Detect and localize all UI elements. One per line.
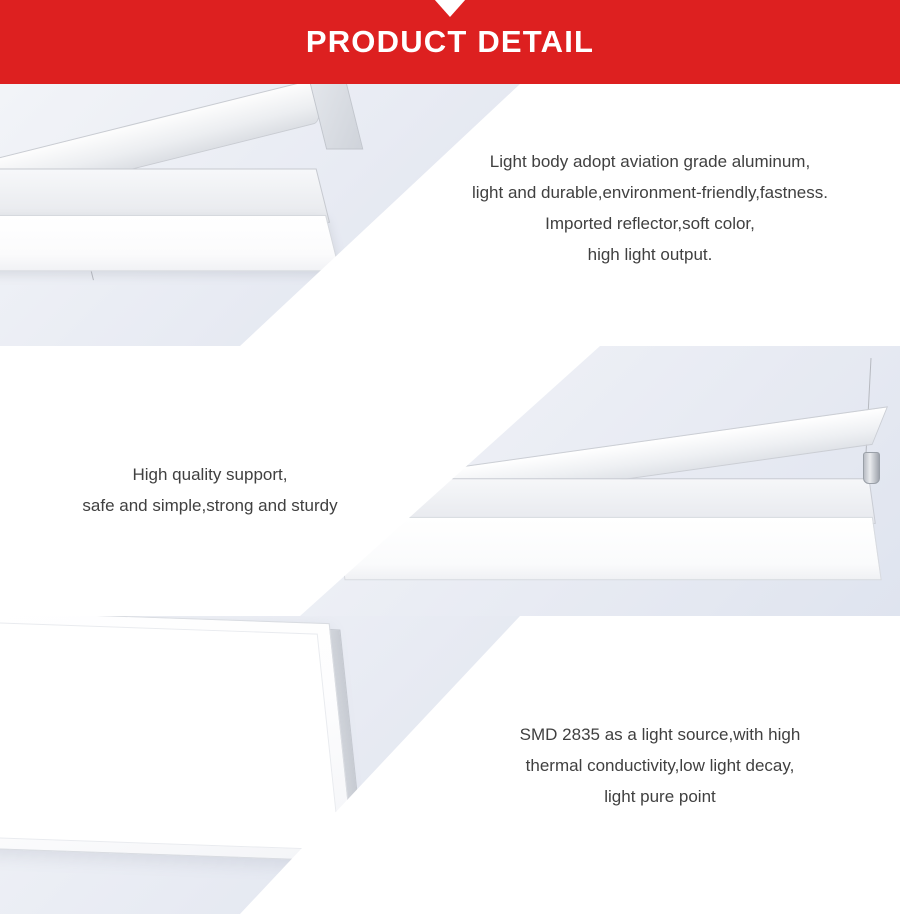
text-line: SMD 2835 as a light source,with high xyxy=(519,725,801,744)
section-light-source xyxy=(0,616,900,914)
text-line: High quality support, xyxy=(132,465,288,484)
panel-inner-surface xyxy=(0,621,340,850)
text-line: Imported reflector,soft color, xyxy=(545,214,755,233)
luminaire-diffuser-lens xyxy=(0,215,340,271)
text-line: safe and simple,strong and sturdy xyxy=(82,496,338,515)
page-title: PRODUCT DETAIL xyxy=(305,24,595,59)
cable-gripper-icon xyxy=(863,452,880,484)
product-detail-banner xyxy=(0,0,900,84)
text-line: light and durable,environment-friendly,fastness. xyxy=(472,183,828,202)
section-suspension-support xyxy=(0,346,900,616)
section-body-material xyxy=(0,84,900,346)
section-light-source-text xyxy=(440,719,880,812)
section-suspension-support-text xyxy=(20,459,400,521)
section-body-material-text xyxy=(420,146,880,270)
text-line: light pure point xyxy=(604,787,716,806)
panel-diffuser-face xyxy=(0,616,355,862)
text-line: thermal conductivity,low light decay, xyxy=(525,756,795,775)
text-line: Light body adopt aviation grade aluminum, xyxy=(489,152,811,171)
luminaire-diffuser-lens xyxy=(336,517,882,580)
text-line: high light output. xyxy=(587,245,713,264)
